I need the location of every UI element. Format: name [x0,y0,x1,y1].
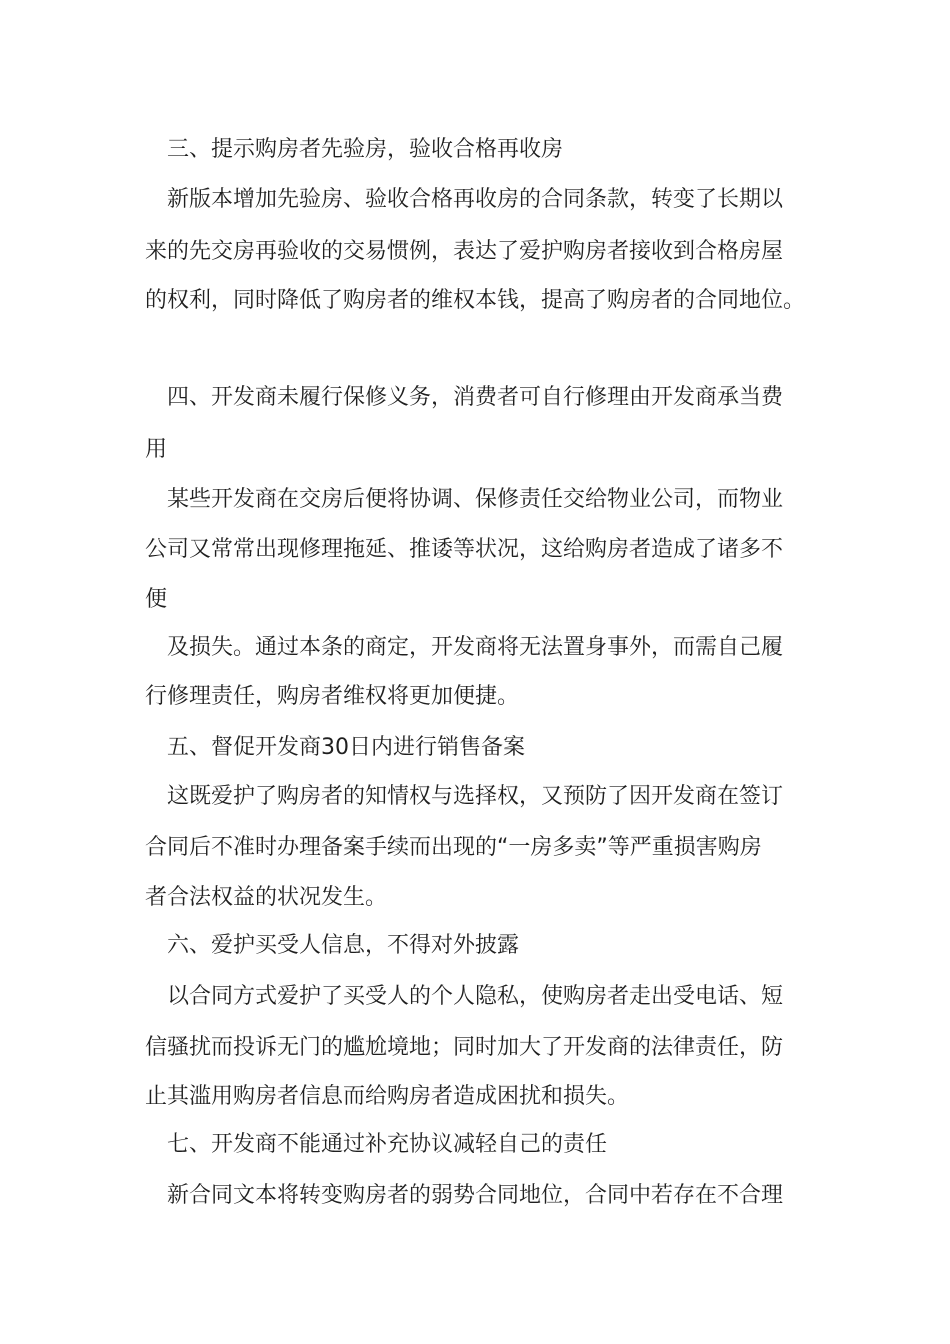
section-heading-3: 三、提示购房者先验房，验收合格再收房 [167,137,564,162]
paragraph-line: 行修理责任，购房者维权将更加便捷。 [145,684,520,709]
paragraph-line: 来的先交房再验收的交易惯例，表达了爱护购房者接收到合格房屋 [145,239,784,264]
paragraph-line: 以合同方式爱护了买受人的个人隐私，使购房者走出受电话、短 [167,984,784,1009]
paragraph-line: 公司又常常出现修理拖延、推诿等状况，这给购房者造成了诸多不 [145,537,784,562]
paragraph-line: 新版本增加先验房、验收合格再收房的合同条款，转变了长期以 [167,187,784,212]
section-heading-7: 七、开发商不能通过补充协议减轻自己的责任 [167,1132,608,1157]
section-heading-6: 六、爱护买受人信息，不得对外披露 [167,933,520,958]
paragraph-line: 及损失。通过本条的商定，开发商将无法置身事外，而需自己履 [167,635,784,660]
section-heading-5: 五、督促开发商30日内进行销售备案 [167,735,525,760]
paragraph-line: 便 [145,587,168,612]
paragraph-line: 的权利，同时降低了购房者的维权本钱，提高了购房者的合同地位。 [145,288,806,313]
paragraph-line: 合同后不准时办理备案手续而出现的“一房多卖”等严重损害购房 [145,835,762,860]
paragraph-line: 者合法权益的状况发生。 [145,885,388,910]
paragraph-line: 止其滥用购房者信息而给购房者造成困扰和损失。 [145,1084,630,1109]
paragraph-line: 新合同文本将转变购房者的弱势合同地位，合同中若存在不合理 [167,1183,784,1208]
paragraph-line: 信骚扰而投诉无门的尴尬境地；同时加大了开发商的法律责任，防 [145,1035,784,1060]
section-heading-4: 四、开发商未履行保修义务，消费者可自行修理由开发商承当费 [167,385,784,410]
paragraph-line: 这既爱护了购房者的知情权与选择权，又预防了因开发商在签订 [167,784,784,809]
paragraph-line: 某些开发商在交房后便将协调、保修责任交给物业公司，而物业 [167,487,784,512]
section-heading-4-continuation: 用 [145,437,168,462]
